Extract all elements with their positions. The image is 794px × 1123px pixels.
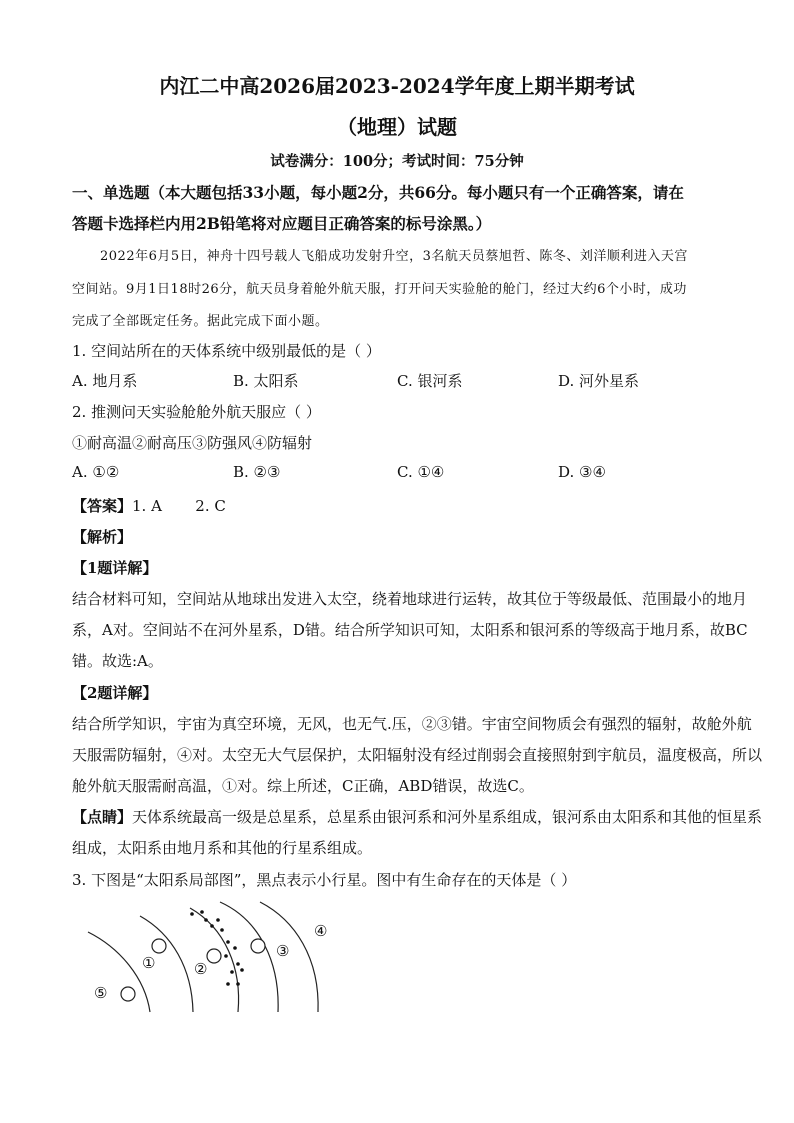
q2-option-c: C. ①④ <box>397 463 445 481</box>
q1-option-b: B. 太阳系 <box>233 372 299 390</box>
asteroid-dot <box>240 968 244 972</box>
q1-option-d: D. 河外星系 <box>558 372 640 390</box>
orbit-4 <box>220 902 278 1012</box>
label-1: ① <box>142 954 156 972</box>
asteroid-dot <box>226 940 230 944</box>
analysis-label: 【解析】 <box>72 528 133 546</box>
planet-2 <box>207 949 221 963</box>
q1-option-a: A. 地月系 <box>72 372 138 390</box>
exam-subtitle: （地理）试题 <box>337 115 457 139</box>
exam-title: 内江二中高2026届2023-2024学年度上期半期考试 <box>159 74 635 98</box>
asteroid-dot <box>233 946 237 950</box>
label-5: ⑤ <box>94 984 108 1002</box>
asteroid-dot <box>190 912 194 916</box>
answer-label: 【答案】 <box>72 497 133 515</box>
question-2-stem: 2. 推测问天实验舱舱外航天服应（ ） <box>72 403 321 421</box>
detail1-line3: 错。故选:A。 <box>72 652 163 670</box>
q2-option-b: B. ②③ <box>233 463 281 481</box>
planet-3 <box>251 939 265 953</box>
asteroid-dot <box>226 982 230 986</box>
asteroid-dot <box>220 928 224 932</box>
solar-system-partial-figure <box>80 898 350 1013</box>
q2-option-a: A. ①② <box>72 463 120 481</box>
detail1-line1: 结合材料可知，空间站从地球出发进入太空，绕着地球进行运转，故其位于等级最低、范围最小的地月 <box>72 590 748 608</box>
pointer-line2: 组成，太阳系由地月系和其他的行星系组成。 <box>72 839 373 857</box>
asteroid-dot <box>210 924 214 928</box>
section-heading-line1: 一、单选题（本大题包括33小题，每小题2分，共66分。每小题只有一个正确答案，请在 <box>72 183 684 202</box>
asteroid-dot <box>224 954 228 958</box>
label-3: ③ <box>276 942 290 960</box>
label-4: ④ <box>314 922 328 940</box>
label-2: ② <box>194 960 208 978</box>
pointer-line1 <box>72 806 762 827</box>
answer-text: 1. A 2. C <box>132 497 226 515</box>
pointer-text-1: 天体系统最高一级是总星系，总星系由银河系和河外星系组成，银河系由太阳系和其他的恒星系 <box>132 808 763 826</box>
detail1-label: 【1题详解】 <box>72 559 158 577</box>
detail2-line3: 舱外航天服需耐高温，①对。综上所述，C正确，ABD错误，故选C。 <box>72 777 534 795</box>
question-1-stem: 1. 空间站所在的天体系统中级别最低的是（ ） <box>72 342 381 360</box>
asteroid-dot <box>216 918 220 922</box>
planet-1 <box>152 939 166 953</box>
passage-line1: 2022年6月5日，神舟十四号载人飞船成功发射升空，3名航天员蔡旭哲、陈冬、刘洋顺利进入天宫 <box>100 249 688 264</box>
question-2-choices: ①耐高温②耐高压③防强风④防辐射 <box>72 434 313 452</box>
planet-5 <box>121 987 135 1001</box>
detail2-line2: 天服需防辐射，④对。太空无大气层保护，太阳辐射没有经过削弱会直接照射到宇航员，温度极高，所以 <box>72 746 763 764</box>
q1-option-c: C. 银河系 <box>397 372 463 390</box>
asteroid-dot <box>200 910 204 914</box>
passage-line2: 空间站。9月1日18时26分，航天员身着舱外航天服，打开问天实验舱的舱门，经过大约6个小时，成功 <box>72 282 687 297</box>
answer-line <box>72 495 226 516</box>
q2-option-d: D. ③④ <box>558 463 606 481</box>
detail2-label: 【2题详解】 <box>72 684 158 702</box>
question-3-stem: 3. 下图是“太阳系局部图”，黑点表示小行星。图中有生命存在的天体是（ ） <box>72 871 577 889</box>
pointer-label: 【点睛】 <box>72 808 133 826</box>
asteroid-dot <box>236 962 240 966</box>
detail2-line1: 结合所学知识，宇宙为真空环境，无风，也无气.压，②③错。宇宙空间物质会有强烈的辐射，故舱外航 <box>72 715 752 733</box>
exam-meta: 试卷满分：100分；考试时间：75分钟 <box>270 153 524 170</box>
asteroid-dot <box>230 970 234 974</box>
detail1-line2: 系，A对。空间站不在河外星系，D错。结合所学知识可知，太阳系和银河系的等级高于地月系，故BC <box>72 621 748 639</box>
asteroid-dot <box>236 982 240 986</box>
section-heading-line2: 答题卡选择栏内用2B铅笔将对应题目正确答案的标号涂黑。） <box>72 214 492 233</box>
passage-line3: 完成了全部既定任务。据此完成下面小题。 <box>72 314 329 329</box>
asteroid-dot <box>204 918 208 922</box>
